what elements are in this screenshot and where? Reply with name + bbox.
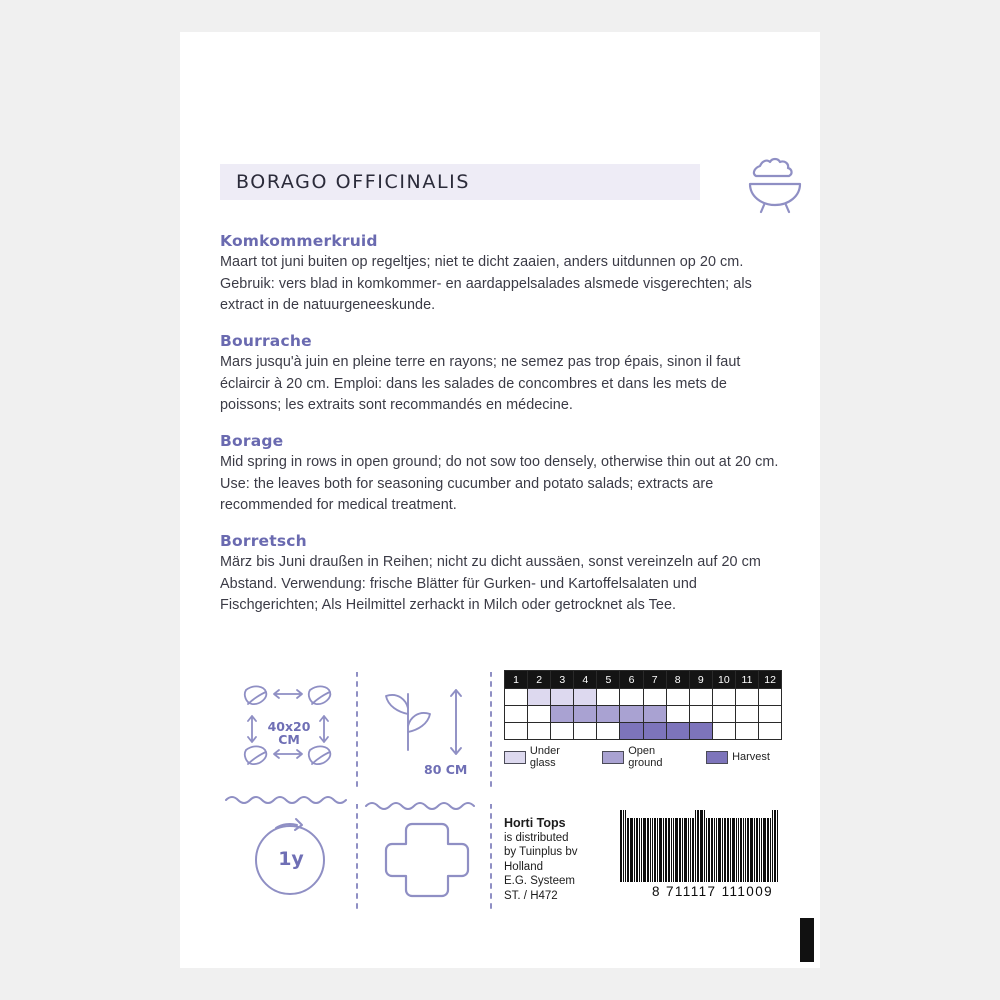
- calendar-month-cell: 9: [689, 671, 712, 689]
- calendar-row: [505, 689, 782, 706]
- calendar-cell: [666, 689, 689, 706]
- barcode-bar: [714, 818, 715, 882]
- calendar-cell: [505, 723, 528, 740]
- calendar-cell: [620, 689, 643, 706]
- calendar-cell: [551, 723, 574, 740]
- legend-label-harv: Harvest: [732, 751, 770, 763]
- barcode-bar: [630, 818, 633, 882]
- calendar-cell: [759, 723, 782, 740]
- barcode-bar: [759, 818, 760, 882]
- barcode-bar: [688, 818, 689, 882]
- calendar-month-cell: 12: [759, 671, 782, 689]
- calendar-cell: [712, 689, 735, 706]
- barcode-bar: [767, 818, 769, 882]
- legend-swatch-harv: [706, 751, 728, 764]
- calendar-cell: [574, 689, 597, 706]
- barcode-bar: [665, 818, 667, 882]
- barcode-number: 8 711117 111009: [651, 884, 774, 899]
- calendar-cell: [620, 706, 643, 723]
- barcode-bar: [730, 818, 731, 882]
- barcode-bar: [627, 818, 629, 882]
- packet-inner: [220, 32, 782, 968]
- barcode-bar: [743, 818, 744, 882]
- barcode-bars: [620, 810, 805, 882]
- language-block-nl: [220, 232, 782, 317]
- calendar-month-cell: 11: [735, 671, 758, 689]
- salad-bowl-icon: [740, 150, 810, 216]
- barcode-bar: [625, 810, 626, 882]
- calendar-cell: [505, 689, 528, 706]
- description-fr: Mars jusqu'à juin en pleine terre en rayons; ne semez pas trop épais, sinon il faut éclaircir à 20 cm. Emploi: dans les salades de concombres et dans les mets de poissons; les extraits sont recommandés en médecine.: [220, 354, 741, 413]
- calendar-row: [505, 723, 782, 740]
- barcode-bar: [657, 818, 658, 882]
- description-de: März bis Juni draußen in Reihen; nicht zu dicht aussäen, sonst vereinzeln auf 20 cm Abstand. Verwendung: frische Blätter für Gurken- und Kartoffelsalaten und Fischgerichten; Als Heilmittel zerhackt in Milch oder getrocknet als Tee.: [220, 554, 761, 613]
- barcode-bar: [634, 818, 635, 882]
- barcode-bar: [732, 818, 735, 882]
- calendar-month-cell: 8: [666, 671, 689, 689]
- barcode-bar: [754, 818, 755, 882]
- barcode-bar: [770, 818, 771, 882]
- calendar-month-cell: 7: [643, 671, 666, 689]
- calendar-month-header: [505, 671, 782, 689]
- barcode-bar: [727, 818, 729, 882]
- barcode-bar: [690, 818, 691, 882]
- calendar-month-cell: 4: [574, 671, 597, 689]
- barcode-bar: [643, 818, 646, 882]
- calendar-cell: [505, 706, 528, 723]
- barcode-bar: [722, 818, 723, 882]
- language-block-en: [220, 432, 782, 517]
- calendar-cell: [528, 723, 551, 740]
- barcode-bar: [697, 810, 699, 882]
- barcode-bar: [736, 818, 737, 882]
- calendar-cell: [643, 706, 666, 723]
- barcode-bar: [761, 818, 762, 882]
- calendar-cell: [597, 723, 620, 740]
- barcode-bar: [654, 818, 656, 882]
- common-name-nl: Komkommerkruid: [220, 232, 378, 250]
- one-year-lifecycle-icon: [236, 810, 346, 910]
- calendar-month-cell: 6: [620, 671, 643, 689]
- barcode-bar: [650, 818, 651, 882]
- calendar-month-cell: 2: [528, 671, 551, 689]
- calendar-cell: [528, 706, 551, 723]
- divider-dotted-1: [354, 672, 356, 790]
- calendar-cell: [574, 723, 597, 740]
- barcode-bar: [763, 818, 766, 882]
- barcode-bar: [706, 818, 707, 882]
- barcode-bar: [692, 818, 694, 882]
- divider-dotted-3: [488, 672, 490, 790]
- barcode-bar: [668, 818, 670, 882]
- height-label: 80 CM: [424, 762, 468, 777]
- publisher-brand: Horti Tops: [504, 816, 566, 830]
- barcode-bar: [675, 818, 678, 882]
- barcode-bar: [745, 818, 746, 882]
- print-registration-mark: [800, 918, 814, 962]
- barcode-bar: [639, 818, 640, 882]
- lifecycle-label: 1y: [278, 848, 304, 870]
- calendar-cell: [759, 706, 782, 723]
- botanical-name: BORAGO OFFICINALIS: [236, 171, 471, 193]
- barcode-bar: [663, 818, 664, 882]
- barcode-bar: [684, 818, 687, 882]
- barcode-bar: [700, 810, 703, 882]
- barcode-bar: [671, 818, 672, 882]
- barcode-bar: [636, 818, 638, 882]
- publisher-line-5: ST. / H472: [504, 889, 558, 902]
- barcode-bar: [673, 818, 674, 882]
- barcode-bar: [724, 818, 726, 882]
- barcode-bar: [708, 818, 710, 882]
- calendar-cell: [735, 706, 758, 723]
- calendar-cell: [666, 706, 689, 723]
- legend-label-under: Under glass: [529, 745, 560, 769]
- barcode-bar: [620, 810, 622, 882]
- barcode-bar: [647, 818, 649, 882]
- language-block-de: [220, 532, 782, 617]
- description-en: Mid spring in rows in open ground; do not sow too densely, otherwise thin out at 20 cm. Use: the leaves both for seasoning cucumber and potato salads; extracts are recommended for medical treatment.: [220, 454, 779, 513]
- barcode-bar: [756, 818, 758, 882]
- publisher-line-3: Holland: [504, 860, 543, 873]
- barcode-bar: [747, 818, 749, 882]
- calendar-month-cell: 1: [505, 671, 528, 689]
- divider-dotted-4: [488, 804, 490, 914]
- barcode-bar: [652, 818, 653, 882]
- language-block-fr: [220, 332, 782, 417]
- calendar-cell: [620, 723, 643, 740]
- calendar-cell: [643, 723, 666, 740]
- calendar-cell: [597, 706, 620, 723]
- barcode-bar: [704, 810, 705, 882]
- barcode-bar: [641, 818, 642, 882]
- barcode-bar: [659, 818, 662, 882]
- barcode-bar: [738, 818, 739, 882]
- calendar-row: [505, 706, 782, 723]
- calendar-cell: [643, 689, 666, 706]
- calendar-cell: [551, 706, 574, 723]
- barcode-bar: [711, 818, 713, 882]
- barcode: [620, 810, 805, 900]
- botanical-name-bar: [220, 164, 700, 200]
- calendar-month-cell: 5: [597, 671, 620, 689]
- common-name-de: Borretsch: [220, 532, 307, 550]
- calendar-cell: [712, 706, 735, 723]
- calendar-cell: [712, 723, 735, 740]
- calendar-cell: [689, 706, 712, 723]
- description-nl: Maart tot juni buiten op regeltjes; niet te dicht zaaien, anders uitdunnen op 20 cm. Gebruik: vers blad in komkommer- en aardappelsalades alsmede visgerechten; als extract in de natuurgeneeskunde.: [220, 254, 752, 313]
- calendar-cell: [735, 723, 758, 740]
- barcode-bar: [716, 818, 717, 882]
- barcode-bar: [740, 818, 742, 882]
- common-name-fr: Bourrache: [220, 332, 312, 350]
- spacing-label: 40x20 CM: [267, 719, 311, 747]
- seed-packet-back: [180, 32, 820, 968]
- calendar-cell: [551, 689, 574, 706]
- barcode-bar: [777, 810, 778, 882]
- calendar-table: [504, 670, 782, 740]
- calendar-cell: [528, 689, 551, 706]
- calendar-cell: [597, 689, 620, 706]
- plant-height-icon: [372, 676, 482, 792]
- barcode-bar: [623, 810, 624, 882]
- calendar-cell: [666, 723, 689, 740]
- sowing-calendar: [504, 670, 784, 769]
- plant-spacing-icon: [228, 676, 348, 784]
- barcode-bar: [682, 818, 683, 882]
- calendar-cell: [759, 689, 782, 706]
- barcode-bar: [750, 818, 753, 882]
- barcode-bar: [679, 818, 681, 882]
- publisher-line-4: E.G. Systeem: [504, 875, 575, 887]
- publisher-line-1: is distributed: [504, 831, 569, 844]
- common-name-en: Borage: [220, 432, 284, 450]
- legend-swatch-under: [504, 751, 526, 764]
- calendar-cell: [735, 689, 758, 706]
- legend-swatch-open: [602, 751, 624, 764]
- calendar-cell: [574, 706, 597, 723]
- calendar-cell: [689, 689, 712, 706]
- legend-label-open: Open ground: [628, 745, 663, 769]
- calendar-legend: [504, 745, 784, 769]
- barcode-bar: [695, 810, 696, 882]
- barcode-bar: [772, 810, 773, 882]
- calendar-month-cell: 3: [551, 671, 574, 689]
- barcode-bar: [774, 810, 776, 882]
- calendar-month-cell: 10: [712, 671, 735, 689]
- divider-wave-left: [224, 792, 348, 810]
- calendar-cell: [689, 723, 712, 740]
- publisher-line-2: by Tuinplus bv: [504, 846, 578, 858]
- barcode-bar: [718, 818, 721, 882]
- plus-cross-icon: [372, 810, 482, 910]
- divider-dotted-2: [354, 804, 356, 914]
